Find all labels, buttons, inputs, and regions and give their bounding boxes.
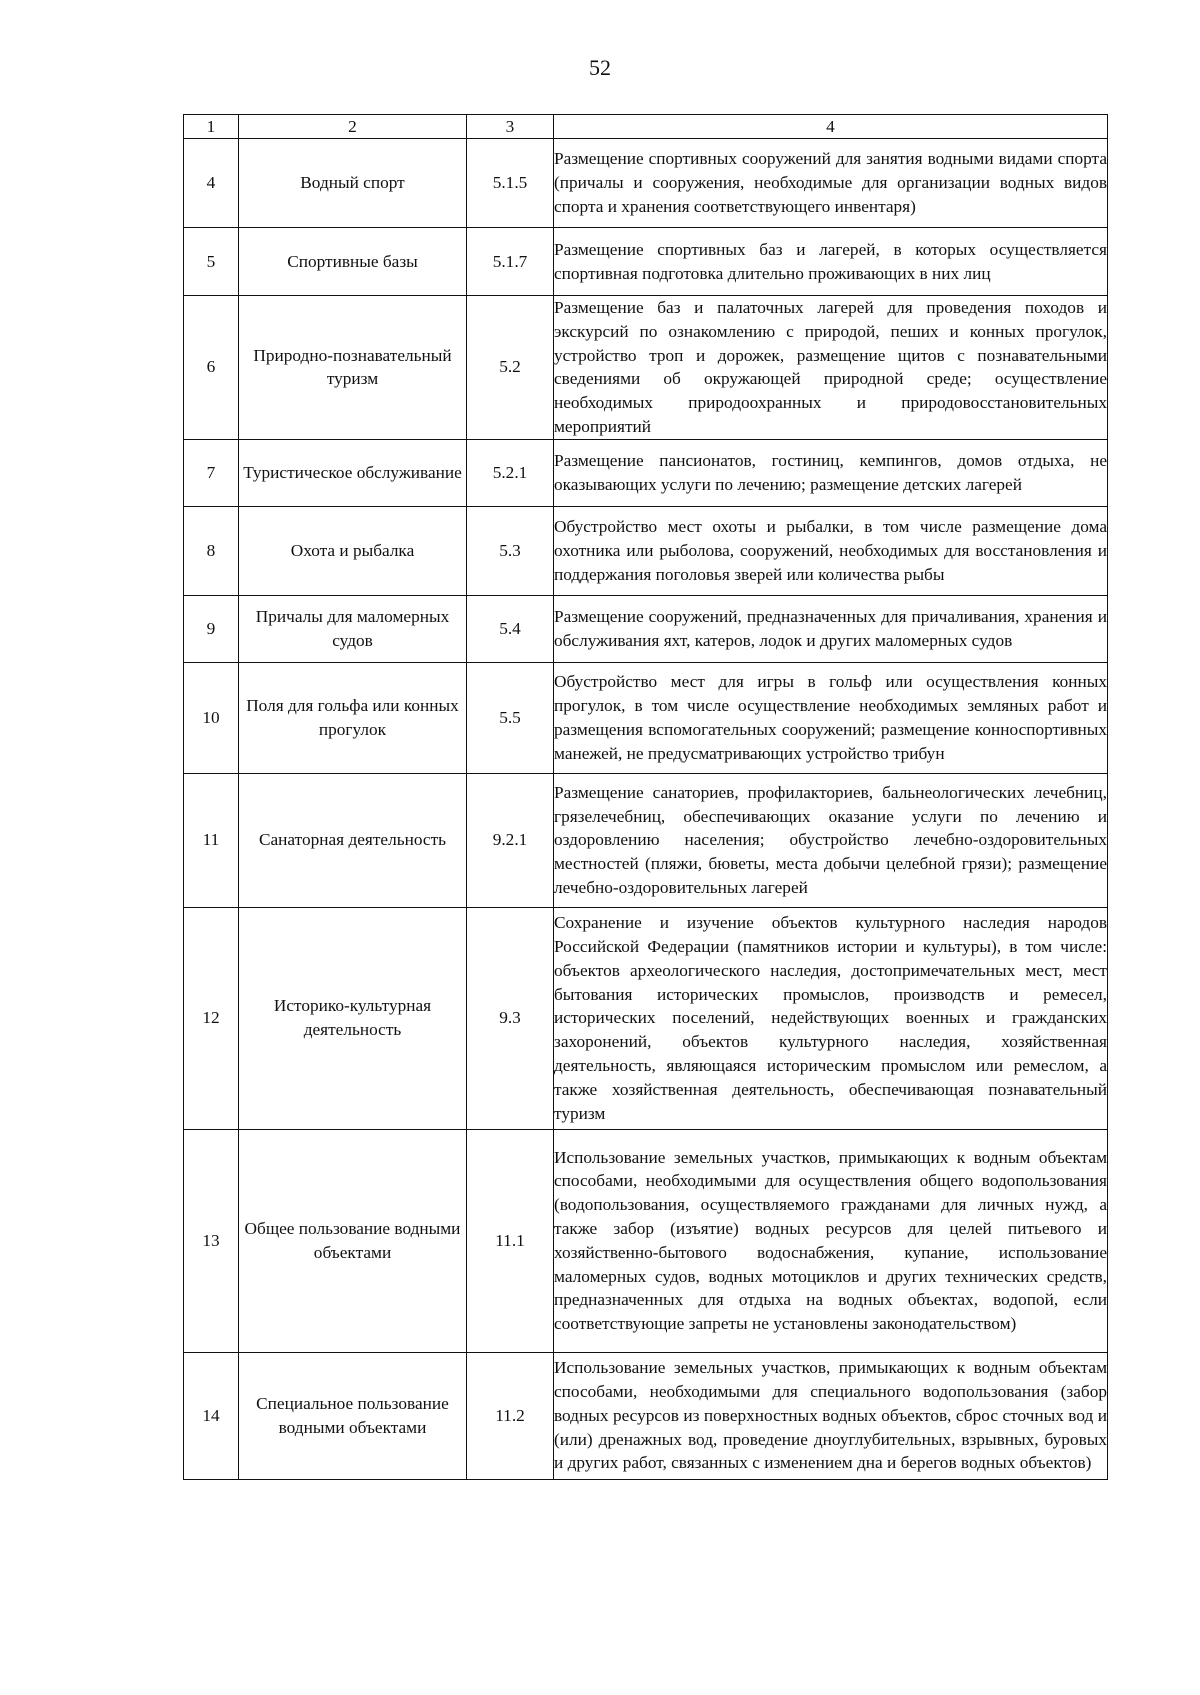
row-name: Поля для гольфа или конных прогулок [239,662,467,773]
row-number: 13 [184,1129,239,1352]
row-description: Размещение спортивных сооружений для занятия водными видами спорта (причалы и сооружения, необходимые для организации водных видов спорта и хранения соответствующего инвентаря) [554,139,1108,228]
row-code: 5.3 [467,506,554,595]
row-number: 6 [184,296,239,440]
row-description: Обустройство мест охоты и рыбалки, в том числе размещение дома охотника или рыболова, сооружений, необходимых для восстановления и поддержания поголовья зверей или количества рыбы [554,506,1108,595]
row-number: 5 [184,228,239,296]
table-row [184,1129,1108,1352]
row-code: 5.4 [467,595,554,662]
row-name: Спортивные базы [239,228,467,296]
row-name: Историко-культурная деятельность [239,907,467,1129]
row-description: Размещение санаториев, профилакториев, бальнеологических лечебниц, грязелечебниц, обеспечивающих оказание услуги по лечению и оздоровлению населения; обустройство лечебно-оздоровительных местностей (пляжи, бюветы, места добычи целебной грязи); размещение лечебно-оздоровительных лагерей [554,773,1108,907]
table-row [184,296,1108,440]
table-row [184,506,1108,595]
header-cell-2: 2 [239,115,467,139]
row-code: 5.1.5 [467,139,554,228]
row-description: Размещение сооружений, предназначенных для причаливания, хранения и обслуживания яхт, катеров, лодок и других маломерных судов [554,595,1108,662]
row-number: 14 [184,1352,239,1479]
row-name: Водный спорт [239,139,467,228]
table-row [184,1352,1108,1479]
row-description: Использование земельных участков, примыкающих к водным объектам способами, необходимыми для осуществления общего водопользования (водопользования, осуществляемого гражданами для личных нужд, а также забор (изъятие) водных ресурсов для целей питьевого и хозяйственно-бытового водоснабжения, купание, использование маломерных судов, водных мотоциклов и других технических средств, предназначенных для отдыха на водных объектах, водопой, если соответствующие запреты не установлены законодательством) [554,1129,1108,1352]
row-description: Размещение спортивных баз и лагерей, в которых осуществляется спортивная подготовка длительно проживающих в них лиц [554,228,1108,296]
row-number: 9 [184,595,239,662]
row-number: 8 [184,506,239,595]
row-name: Туристическое обслуживание [239,439,467,506]
row-code: 5.1.7 [467,228,554,296]
table-row [184,773,1108,907]
row-name: Общее пользование водными объектами [239,1129,467,1352]
row-name: Специальное пользование водными объектами [239,1352,467,1479]
table-row [184,595,1108,662]
table-row [184,139,1108,228]
table-row [184,907,1108,1129]
row-description: Размещение баз и палаточных лагерей для проведения походов и экскурсий по ознакомлению с природой, пеших и конных прогулок, устройство троп и дорожек, размещение щитов с познавательными сведениями об окружающей природной среде; осуществление необходимых природоохранных и природовосстановительных мероприятий [554,296,1108,440]
row-code: 11.1 [467,1129,554,1352]
row-description: Сохранение и изучение объектов культурного наследия народов Российской Федерации (памятников истории и культуры), в том числе: объектов археологического наследия, достопримечательных мест, мест бытования исторических промыслов, производств и ремесел, исторических поселений, недействующих военных и гражданских захоронений, объектов культурного наследия, хозяйственная деятельность, являющаяся историческим промыслом или ремеслом, а также хозяйственная деятельность, обеспечивающая познавательный туризм [554,907,1108,1129]
row-description: Размещение пансионатов, гостиниц, кемпингов, домов отдыха, не оказывающих услуги по лечению; размещение детских лагерей [554,439,1108,506]
header-cell-3: 3 [467,115,554,139]
row-number: 4 [184,139,239,228]
table-header-row [184,115,1108,139]
row-code: 11.2 [467,1352,554,1479]
row-name: Санаторная деятельность [239,773,467,907]
page-number: 52 [589,55,611,80]
row-code: 9.3 [467,907,554,1129]
table-row [184,228,1108,296]
row-code: 9.2.1 [467,773,554,907]
table-row [184,439,1108,506]
header-cell-4: 4 [554,115,1108,139]
land-use-table [183,114,1108,1480]
row-code: 5.5 [467,662,554,773]
row-description: Обустройство мест для игры в гольф или осуществления конных прогулок, в том числе осуществление необходимых земляных работ и размещения вспомогательных сооружений; размещение конноспортивных манежей, не предусматривающих устройство трибун [554,662,1108,773]
row-code: 5.2.1 [467,439,554,506]
row-number: 12 [184,907,239,1129]
row-name: Причалы для маломерных судов [239,595,467,662]
row-number: 11 [184,773,239,907]
row-description: Использование земельных участков, примыкающих к водным объектам способами, необходимыми для специального водопользования (забор водных ресурсов из поверхностных водных объектов, сброс сточных вод и (или) дренажных вод, проведение дноуглубительных, взрывных, буровых и других работ, связанных с изменением дна и берегов водных объектов) [554,1352,1108,1479]
table-row [184,662,1108,773]
row-name: Природно-познавательный туризм [239,296,467,440]
row-number: 7 [184,439,239,506]
row-number: 10 [184,662,239,773]
row-name: Охота и рыбалка [239,506,467,595]
header-cell-1: 1 [184,115,239,139]
row-code: 5.2 [467,296,554,440]
